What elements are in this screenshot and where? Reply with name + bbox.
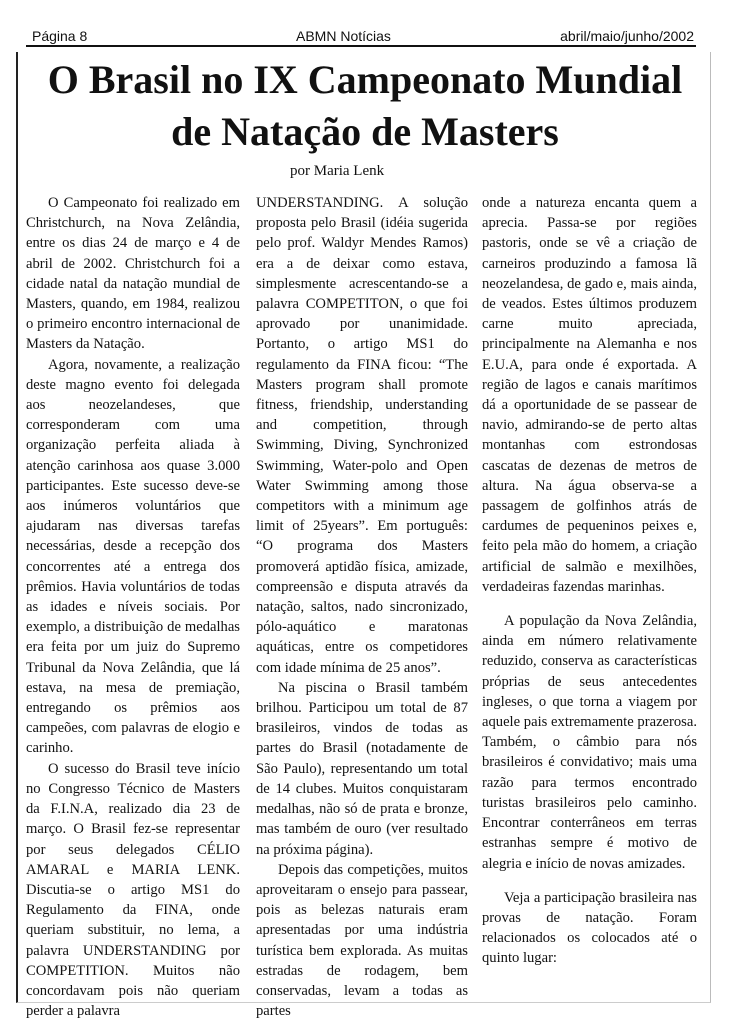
article-byline: por Maria Lenk — [290, 163, 385, 179]
paragraph: A população da Nova Zelândia, ainda em número relativamente reduzido, conserva as características próprias de seus antecedentes ingleses, o que torna a viagem por aquele pais extremamente prazerosa. Também, o câmbio para nós brasileiros é convidativo; mais uma razão para termos encontrado turistas brasileiros pelo caminho. Encontrar conterrâneos em terras estranhas sempre é motivo de alegria e início de novas amizades. — [482, 613, 697, 872]
paragraph: UNDERSTANDING. A solução proposta pelo Brasil (idéia sugerida pelo prof. Waldyr Mendes Ramos) era a de deixar como estava, simplesmente acrescentando-se a palavra COMPETITON, o que foi aprovado por unanimidade. Portanto, o artigo MS1 do regulamento da FINA ficou: “The Masters program shall promote fitness, friendship, understanding and competition, through Swimming, Diving, Synchronized Swimming, Water-polo and Open Water Swimming among those competitors with a minimum age limit of 25years”. Em português: “O programa dos Masters promoverá aptidão física, amizade, compreensão e disputa através da natação, saltos, nado sincronizado, pólo-aquático e maratonas aquáticas, entre os competidores com idade mínima de 25 anos”. — [256, 195, 468, 676]
article-column-3 — [482, 193, 697, 973]
header-rule — [26, 45, 696, 47]
article-column-1 — [26, 193, 240, 1020]
paragraph: Veja a participação brasileira nas provas de natação. Foram relacionados os colocados até o quinto lugar: — [482, 889, 697, 967]
paragraph: Depois das competições, muitos aproveitaram o ensejo para passear, pois as belezas naturais eram apresentadas por uma indústria turística bem explorada. As muitas estradas de rodagem, bem conservadas, levam a todas as partes — [256, 861, 468, 1020]
publication-name: ABMN Notícias — [296, 28, 391, 44]
paragraph: Na piscina o Brasil também brilhou. Participou um total de 87 brasileiros, vindos de todas as partes do Brasil (notadamente de São Paulo), representando um total de 14 clubes. Muitos conquistaram medalhas, não só de prata e bronze, mas também de ouro (ver resultado na próxima página). — [256, 679, 468, 858]
page-header — [26, 24, 694, 46]
paragraph: onde a natureza encanta quem a aprecia. Passa-se por regiões pastoris, onde se vê a criação de carneiros produzindo a famosa lã neozelandesa, de gado e, mais ainda, de veados. Estes últimos produzem carne muito apreciada, principalmente na Alemanha e nos E.U.A, para onde é exportada. A região de lagos e canais marítimos dá a oportunidade de se passear de navio, admirando-se de perto altas montanhas com estrondosas cascatas de dezenas de metros de altura. Na água observa-se a passagem de golfinhos atrás de cardumes de pequeninos peixes e, feito pela mão do homem, a criação artificial de salmão e mexilhões, verdadeiras fazendas marinhas. — [482, 195, 697, 595]
paragraph: Agora, novamente, a realização deste magno evento foi delegada aos neozelandeses, que corresponderam com uma organização perfeita aliada à atenção carinhosa aos quase 3.000 participantes. Este sucesso deve-se aos inúmeros voluntários que ajudaram nas diversas tarefas necessárias, desde a recepção dos concorrentes até a entrega dos prêmios. Havia voluntários de todas as idades e níveis sociais. Por exemplo, a distribuição de medalhas era feita por um juiz do Supremo Tribunal da Nova Zelândia, que lá estava, na mesa de premiação, entregando os prêmios aos campeões, com palavras de elogio e carinho. — [26, 356, 240, 757]
paragraph: O sucesso do Brasil teve início no Congresso Técnico de Masters da F.I.N.A, realizado dia 23 de março. O Brasil fez-se representar por seus delegados CÉLIO AMARAL e MARIA LENK. Discutia-se o artigo MS1 do Regulamento da FINA, onde queriam substituir, no lema, a palavra UNDERSTANDING por COMPETITION. Muitos não concordavam pois não queriam perder a palavra — [26, 760, 240, 1020]
issue-date: abril/maio/junho/2002 — [560, 28, 694, 44]
page-number: Página 8 — [32, 28, 88, 44]
article-title: O Brasil no IX Campeonato Mundial de Natação de Masters — [47, 57, 683, 154]
paragraph: O Campeonato foi realizado em Christchurch, na Nova Zelândia, entre os dias 24 de março e 4 de abril de 2002. Christchurch foi a cidade natal da natação mundial de Masters, quando, em 1984, realizou o primeiro encontro internacional de Masters da Natação. — [26, 195, 240, 353]
article-column-2 — [256, 193, 468, 1020]
